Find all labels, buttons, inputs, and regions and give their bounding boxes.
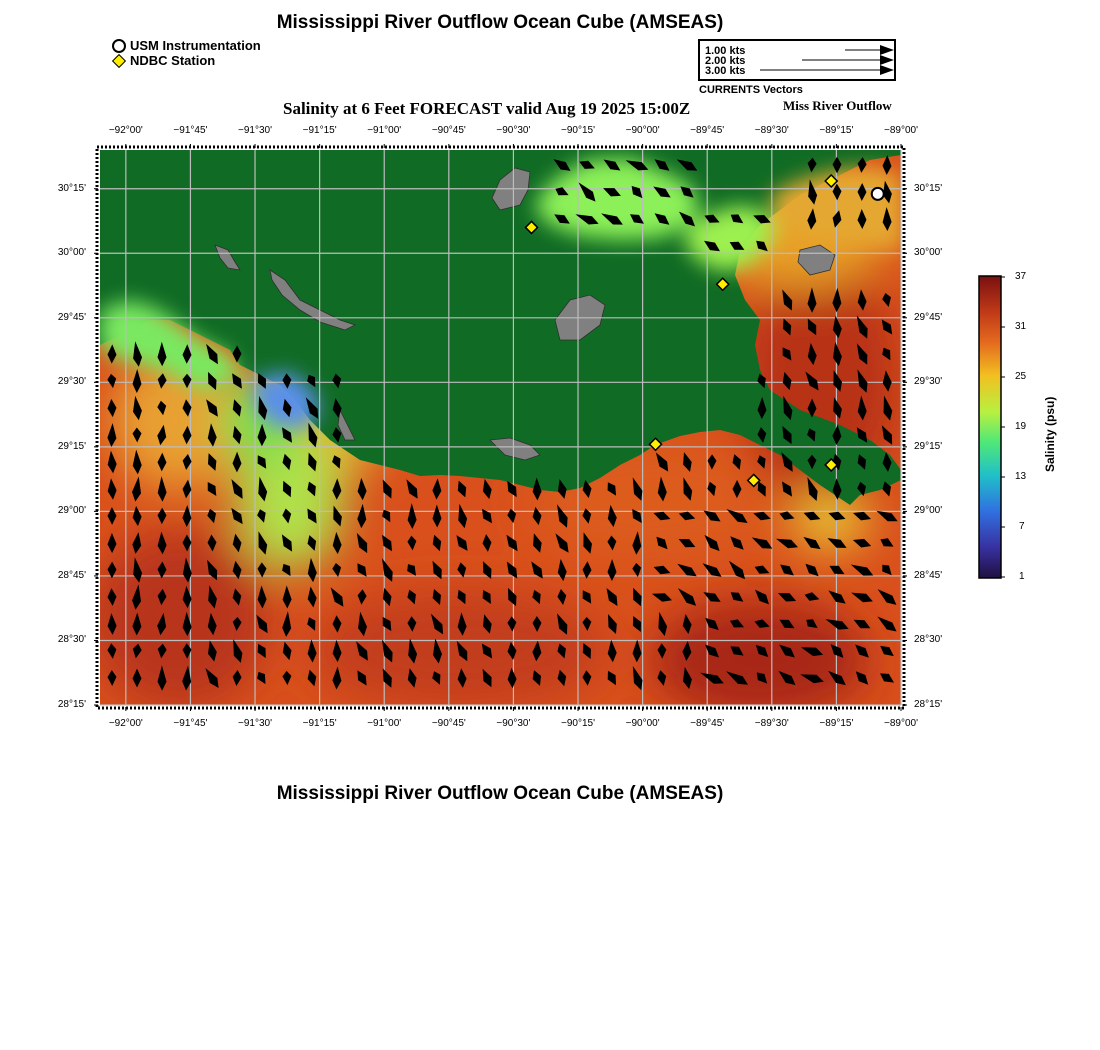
lat-tick-left: 29°00' [57, 505, 86, 517]
colorbar-tick-13: 13 [1015, 471, 1027, 482]
top-title: Mississippi River Outflow Ocean Cube (AMSEAS) [276, 12, 724, 33]
salinity-colorbar [975, 272, 1015, 584]
lon-tick-top: −90°15' [561, 125, 596, 136]
lat-tick-right: 29°15' [914, 440, 943, 452]
bottom-title: Mississippi River Outflow Ocean Cube (AMSEAS) [276, 783, 724, 804]
lon-tick-bottom: −91°30' [238, 718, 273, 729]
lat-tick-left: 29°30' [57, 376, 86, 388]
lat-tick-right: 30°00' [914, 247, 943, 259]
vector-key-caption: CURRENTS Vectors [699, 84, 803, 96]
lon-tick-top: −91°00' [367, 125, 402, 136]
lon-tick-bottom: −90°45' [431, 718, 466, 729]
lat-tick-right: 28°15' [914, 699, 943, 710]
colorbar-tick-25: 25 [1015, 371, 1027, 382]
colorbar-tick-1: 1 [1019, 571, 1025, 582]
colorbar-tick-19: 19 [1015, 421, 1027, 432]
vector-label-3: 3.00 kts [705, 65, 746, 77]
lon-tick-top: −91°15' [302, 125, 337, 136]
vector-label-1: 1.00 kts [705, 45, 746, 57]
lat-tick-left: 28°15' [57, 699, 86, 710]
lon-tick-top: −90°00' [625, 125, 660, 136]
map-subtitle-right: Miss River Outflow [783, 98, 892, 113]
map-subtitle: Salinity at 6 Feet FORECAST valid Aug 19 2025 15:00Z [283, 99, 691, 118]
vector-label-2: 2.00 kts [705, 55, 746, 67]
lon-tick-top: −92°00' [108, 125, 143, 136]
usm-station-marker [872, 188, 884, 200]
lon-tick-top: −90°45' [431, 125, 466, 136]
lon-tick-bottom: −89°00' [884, 718, 918, 729]
lon-tick-top: −89°45' [690, 125, 725, 136]
legend-ndbc-label: NDBC Station [130, 53, 216, 68]
lon-tick-bottom: −89°30' [754, 718, 789, 729]
lat-tick-left: 30°00' [57, 247, 86, 259]
lon-tick-bottom: −89°45' [690, 718, 725, 729]
colorbar-tick-7: 7 [1019, 521, 1025, 532]
colorbar-tick-37: 37 [1015, 271, 1027, 282]
lon-tick-bottom: −91°45' [173, 718, 208, 729]
lon-tick-top: −89°15' [819, 125, 854, 136]
lon-tick-bottom: −89°15' [819, 718, 854, 729]
lat-tick-right: 28°45' [914, 569, 943, 581]
lat-tick-right: 29°45' [914, 311, 943, 323]
lon-tick-top: −89°00' [884, 125, 918, 136]
lat-tick-right: 29°30' [914, 376, 943, 388]
lon-tick-bottom: −90°00' [625, 718, 660, 729]
lon-tick-bottom: −91°15' [302, 718, 337, 729]
lat-tick-left: 30°15' [57, 182, 86, 194]
lon-tick-top: −89°30' [754, 125, 789, 136]
lon-tick-top: −90°30' [496, 125, 531, 136]
lat-tick-left: 29°15' [57, 440, 86, 452]
legend-usm-label: USM Instrumentation [130, 38, 261, 53]
lat-tick-left: 28°30' [57, 634, 86, 646]
lon-tick-top: −91°30' [238, 125, 273, 136]
lat-tick-right: 30°15' [914, 182, 943, 194]
lat-tick-left: 28°45' [57, 569, 86, 581]
lat-tick-right: 29°00' [914, 505, 943, 517]
lon-tick-bottom: −90°15' [561, 718, 596, 729]
lat-tick-right: 28°30' [914, 634, 943, 646]
lon-tick-bottom: −92°00' [108, 718, 143, 729]
lon-tick-top: −91°45' [173, 125, 208, 136]
lat-tick-left: 29°45' [57, 311, 86, 323]
lon-tick-bottom: −91°00' [367, 718, 402, 729]
colorbar-tick-31: 31 [1015, 321, 1027, 332]
lon-tick-bottom: −90°30' [496, 718, 531, 729]
colorbar-title: Salinity (psu) [1043, 396, 1057, 472]
